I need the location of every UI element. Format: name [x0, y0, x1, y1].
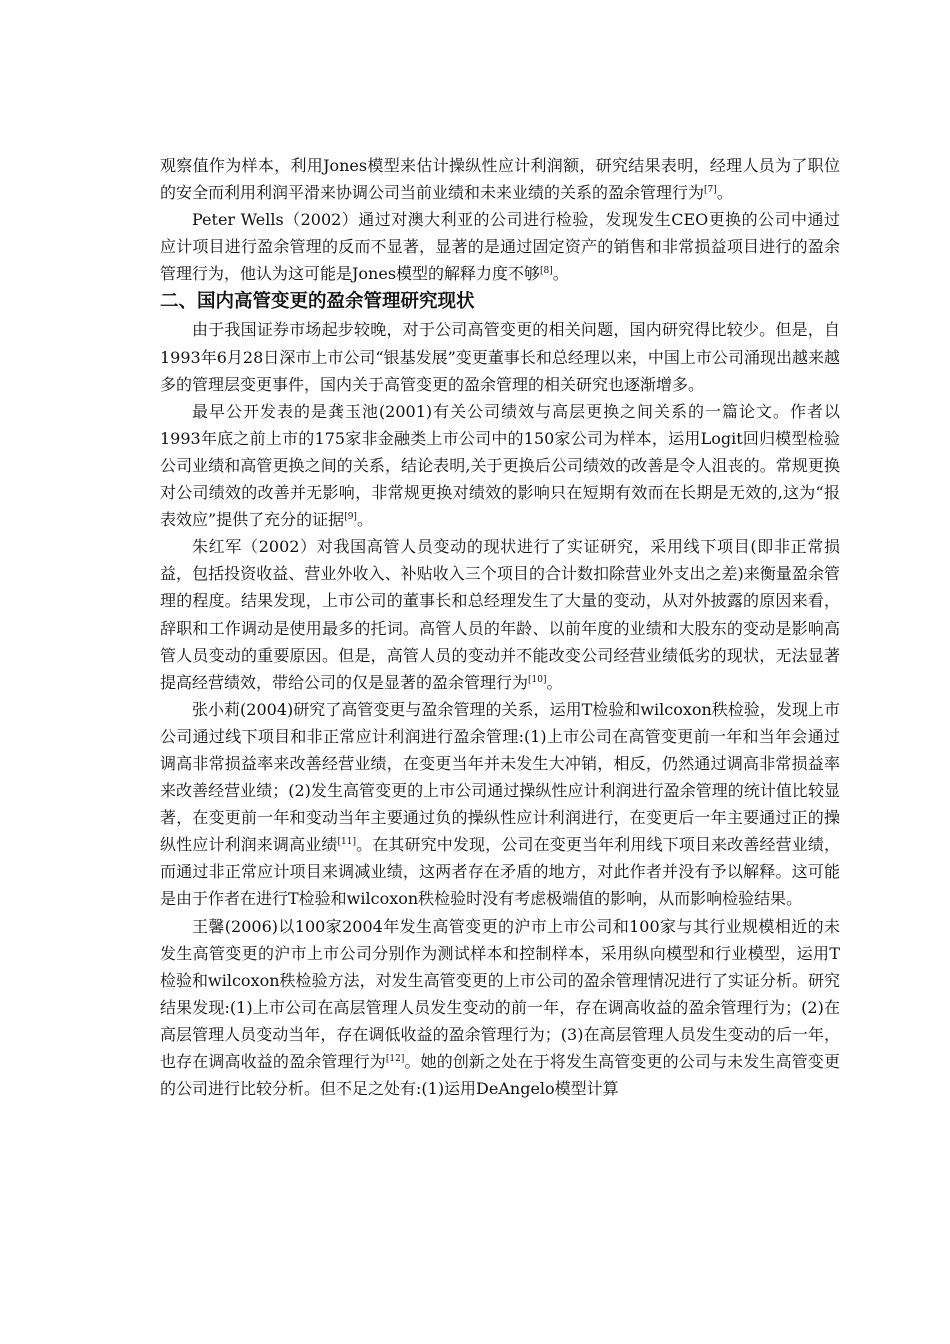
paragraph-4: 最早公开发表的是龚玉池(2001)有关公司绩效与高层更换之间关系的一篇论文。作者以1993年底之前上市的175家非金融类上市公司中的150家公司为样本，运用Logit回归模型检验公司业绩和高管更换之间的关系，结论表明,关于更换后公司绩效的改善是令人沮丧的。常规更换对公司绩效的改善并无影响，非常规更换对绩效的影响只在短期有效而在长期是无效的,这为“报表效应”提供了充分的证据[9]。 — [160, 401, 840, 530]
citation-11: [11] — [337, 837, 356, 848]
paragraph-7: 王馨(2006)以100家2004年发生高管变更的沪市上市公司和100家与其行业规模相近的未发生高管变更的沪市上市公司分别作为测试样本和控制样本，采用纵向模型和行业模型，运用T检验和wilcoxon秩检验方法，对发生高管变更的上市公司的盈余管理情况进行了实证分析。研究结果发现:(1)上市公司在高层管理人员发生变动的前一年，存在调高收益的盈余管理行为；(2)在高层管理人员变动当年，存在调低收益的盈余管理行为；(3)在高层管理人员发生变动的后一年，也存在调高收益的盈余管理行为[12]。她的创新之处在于将发生高管变更的公司与未发生高管变更的公司进行比较分析。但不足之处有:(1)运用DeAngelo模型计算 — [160, 916, 840, 1099]
citation-12: [12] — [385, 1054, 405, 1064]
citation-8: [8] — [540, 266, 553, 277]
citation-10: [10] — [528, 674, 547, 685]
section-heading: 二、国内高管变更的盈余管理研究现状 — [160, 291, 475, 313]
citation-7: [7] — [704, 185, 717, 196]
citation-9: [9] — [344, 512, 357, 523]
paragraph-6: 张小莉(2004)研究了高管变更与盈余管理的关系，运用T检验和wilcoxon秩检验，发现上市公司通过线下项目和非正常应计利润进行盈余管理:(1)上市公司在高管变更前一年和当年会通过调高非常损益率来改善经营业绩，在变更当年并未发生大冲销，相反，仍然通过调高非常损益率来改善经营业绩；(2)发生高管变更的上市公司通过操纵性应计利润进行盈余管理的统计值比较显著，在变更前一年和变动当年主要通过负的操纵性应计利润进行，在变更后一年主要通过正的操纵性应计利润来调高业绩[11]。在其研究中发现，公司在变更当年利用线下项目来改善经营业绩，而通过非正常应计项目来调减业绩，这两者存在矛盾的地方，对此作者并没有予以解释。这可能是由于作者在进行T检验和wilcoxon秩检验时没有考虑极端值的影响，从而影响检验结果。 — [160, 699, 840, 909]
paragraph-5: 朱红军（2002）对我国高管人员变动的现状进行了实证研究，采用线下项目(即非正常损益，包括投资收益、营业外收入、补贴收入三个项目的合计数扣除营业外支出之差)来衡量盈余管理的程度。结果发现，上市公司的董事长和总经理发生了大量的变动，从对外披露的原因来看，辞职和工作调动是使用最多的托词。高管人员的年龄、以前年度的业绩和大股东的变动是影响高管人员变动的重要原因。但是，高管人员的变动并不能改变公司经营业绩低劣的现状，无法显著提高经营绩效，带给公司的仅是显著的盈余管理行为[10]。 — [160, 537, 840, 692]
paragraph-3: 由于我国证券市场起步较晚，对于公司高管变更的相关问题，国内研究得比较少。但是，自1993年6月28日深市上市公司“银基发展”变更董事长和总经理以来，中国上市公司涌现出越来越多的管理层变更事件，国内关于高管变更的盈余管理的相关研究也逐渐增多。 — [160, 320, 840, 394]
paragraph-1: 观察值作为样本，利用Jones模型来估计操纵性应计利润额，研究结果表明，经理人员为了职位的安全而利用利润平滑来协调公司当前业绩和未来业绩的关系的盈余管理行为[7]。 — [160, 156, 840, 203]
paragraph-2: Peter Wells（2002）通过对澳大利亚的公司进行检验，发现发生CEO更换的公司中通过应计项目进行盈余管理的反而不显著，显著的是通过固定资产的销售和非常损益项目进行的盈余管理行为，他认为这可能是Jones模型的解释力度不够[8]。 — [160, 210, 840, 284]
document-page — [160, 152, 840, 1102]
